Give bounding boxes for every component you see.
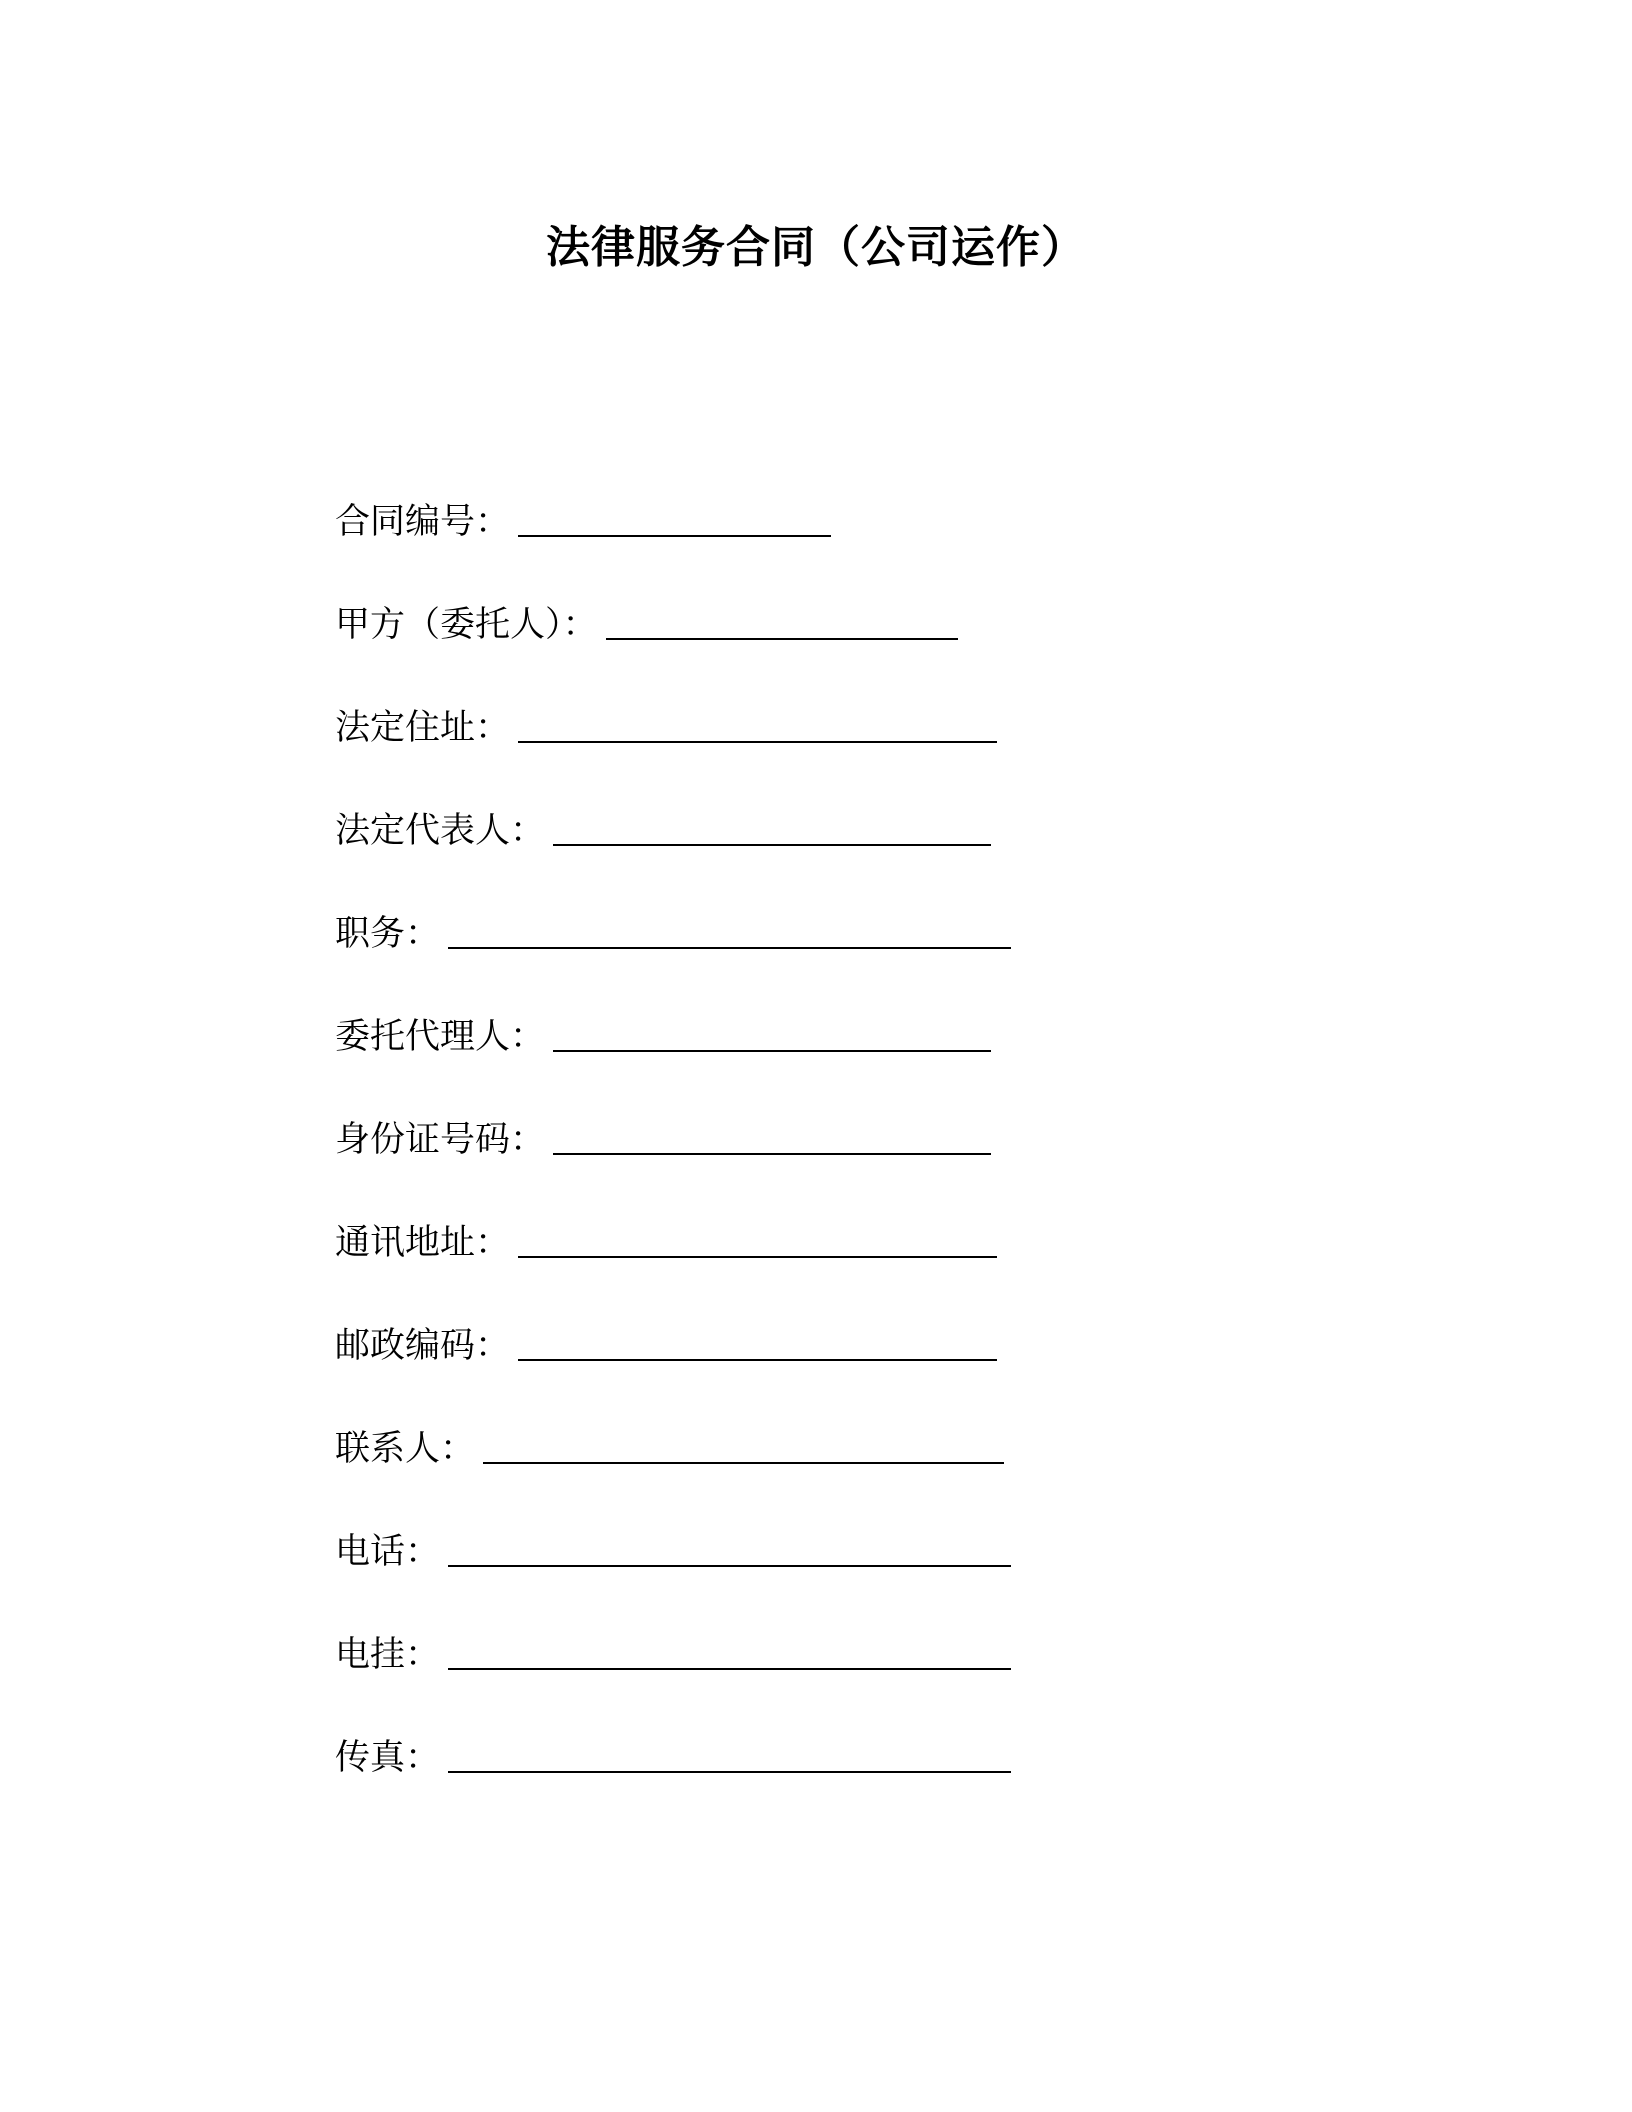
legal-representative-field: [335, 806, 991, 856]
contract-number-field: [335, 497, 831, 547]
postal-code-label: 邮政编码：: [335, 1326, 511, 1366]
contact-person-blank[interactable]: [483, 1462, 1004, 1464]
telephone-blank[interactable]: [448, 1565, 1011, 1567]
telegraph-blank[interactable]: [448, 1668, 1011, 1670]
id-number-blank[interactable]: [553, 1153, 991, 1155]
fax-label: 传真：: [335, 1738, 441, 1778]
contact-person-label: 联系人：: [335, 1429, 476, 1469]
telephone-label: 电话：: [335, 1532, 441, 1572]
fax-blank[interactable]: [448, 1771, 1011, 1773]
legal-representative-label: 法定代表人：: [335, 811, 546, 851]
contract-number-blank[interactable]: [518, 535, 831, 537]
authorized-agent-field: [335, 1012, 991, 1062]
postal-code-field: [335, 1321, 997, 1371]
mailing-address-blank[interactable]: [518, 1256, 997, 1258]
postal-code-blank[interactable]: [518, 1359, 997, 1361]
legal-address-blank[interactable]: [518, 741, 997, 743]
contract-number-label: 合同编号：: [335, 502, 511, 542]
mailing-address-label: 通讯地址：: [335, 1223, 511, 1263]
party-a-blank[interactable]: [606, 638, 958, 640]
party-a-label: 甲方（委托人）：: [335, 605, 598, 645]
authorized-agent-label: 委托代理人：: [335, 1017, 546, 1057]
authorized-agent-blank[interactable]: [553, 1050, 991, 1052]
telegraph-label: 电挂：: [335, 1635, 441, 1675]
position-field: [335, 909, 1011, 959]
contact-person-field: [335, 1424, 1004, 1474]
position-label: 职务：: [335, 914, 441, 954]
party-a-field: [335, 600, 958, 650]
position-blank[interactable]: [448, 947, 1011, 949]
document-title: 法律服务合同（公司运作）: [546, 222, 1086, 273]
legal-representative-blank[interactable]: [553, 844, 991, 846]
telegraph-field: [335, 1630, 1011, 1680]
id-number-field: [335, 1115, 991, 1165]
legal-address-field: [335, 703, 997, 753]
mailing-address-field: [335, 1218, 997, 1268]
fax-field: [335, 1733, 1011, 1783]
telephone-field: [335, 1527, 1011, 1577]
id-number-label: 身份证号码：: [335, 1120, 546, 1160]
legal-address-label: 法定住址：: [335, 708, 511, 748]
